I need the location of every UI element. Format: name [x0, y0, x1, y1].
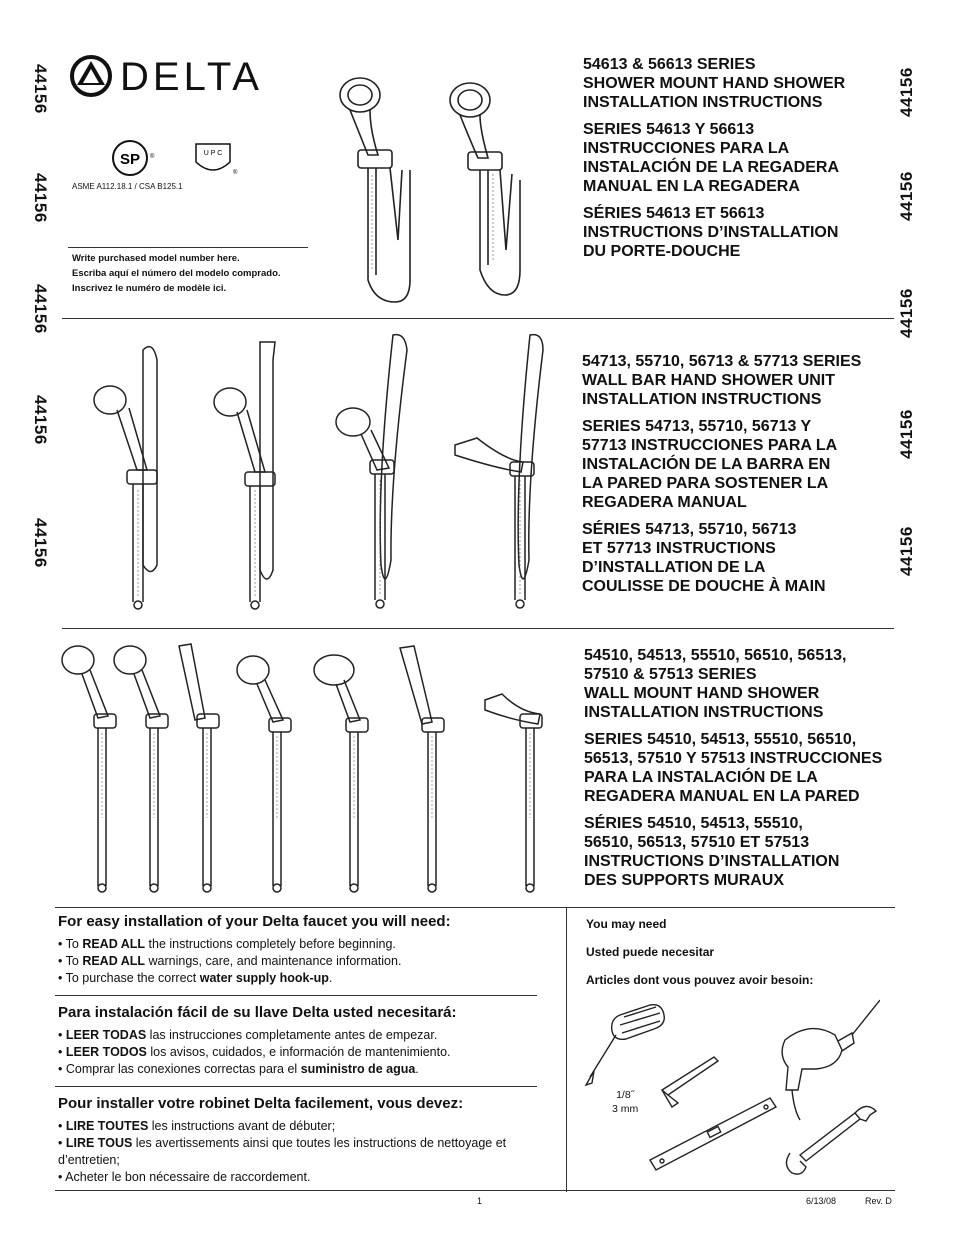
requirements-es-title: Para instalación fácil de su llave Delta usted necesitará: [58, 1004, 457, 1021]
requirements-fr-item: • Acheter le bon nécessaire de raccordement. [58, 1169, 528, 1186]
hex-key-size-inch: 1/8˝ [616, 1089, 635, 1101]
requirements-fr-item: • LIRE TOUTES les instructions avant de débuter; [58, 1118, 528, 1135]
svg-text:SP: SP [119, 151, 141, 168]
tools-needed-labels [586, 917, 813, 1001]
section-3-text [584, 646, 882, 898]
section-divider-2 [62, 628, 894, 629]
wall-bar-hand-shower-illustration [85, 330, 565, 615]
side-code-left-2: 44156 [31, 173, 50, 223]
requirements-fr-item: • LIRE TOUS les avertissements ainsi que toutes les instructions de nettoyage et d’entretien; [58, 1135, 528, 1169]
hex-key-size-label [612, 1088, 638, 1116]
side-code-right-3: 44156 [897, 288, 916, 338]
model-number-note [72, 251, 281, 296]
section-1-title-en: 54613 & 56613 SERIES SHOWER MOUNT HAND SHOWER INSTALLATION INSTRUCTIONS [583, 56, 846, 111]
shower-mount-hand-shower-illustration [320, 70, 560, 310]
svg-text:®: ® [233, 170, 238, 176]
section-2-text [582, 352, 861, 604]
page-number: 1 [477, 1196, 483, 1206]
upc-certification-icon [193, 140, 238, 180]
requirements-en-item: • To READ ALL the instructions completely before beginning. [58, 936, 538, 953]
requirements-es-item: • Comprar las conexiones correctas para el suministro de agua. [58, 1061, 538, 1078]
delta-logo-icon [68, 55, 114, 97]
tools-needed-es: Usted puede necesitar [586, 945, 715, 959]
csa-certification-icon [110, 138, 155, 178]
section-1-text [583, 55, 845, 269]
document-revision: Rev. D [865, 1196, 892, 1206]
section-3-title-en: 54510, 54513, 55510, 56510, 56513, 57510 & 57513 SERIES WALL MOUNT HAND SHOWER INSTALLATION INSTRUCTIONS [584, 647, 847, 721]
model-note-es: Escriba aquí el número del modelo comprado. [72, 268, 281, 279]
side-code-left-5: 44156 [31, 518, 50, 568]
requirements-en-item: • To READ ALL warnings, care, and maintenance information. [58, 953, 538, 970]
tools-needed-fr: Articles dont vous pouvez avoir besoin: [586, 973, 814, 987]
svg-text:U P C: U P C [203, 150, 223, 157]
side-code-left-1: 44156 [31, 64, 50, 114]
section-2-title-es: SERIES 54713, 55710, 56713 Y 57713 INSTRUCCIONES PARA LA INSTALACIÓN DE LA BARRA EN LA PARED PARA SOSTENER LA REGADERA MANUAL [582, 418, 838, 511]
side-code-right-1: 44156 [897, 67, 916, 117]
document-date: 6/13/08 [806, 1196, 837, 1206]
section-2-title-fr: SÉRIES 54713, 55710, 56713 ET 57713 INSTRUCTIONS D’INSTALLATION DE LA COULISSE DE DOUCHE À MAIN [582, 521, 826, 595]
wrench-icon [786, 1106, 876, 1174]
section-1-title-fr: SÉRIES 54613 ET 56613 INSTRUCTIONS D’INSTALLATION DU PORTE-DOUCHE [583, 205, 839, 260]
requirements-divider-2 [55, 1086, 537, 1087]
section-3-title-es: SERIES 54510, 54513, 55510, 56510, 56513, 57510 Y 57513 INSTRUCCIONES PARA LA INSTALACIÓN DE LA REGADERA MANUAL EN LA PARED [584, 731, 883, 805]
model-number-line [68, 247, 308, 248]
section-2-title-en: 54713, 55710, 56713 & 57713 SERIES WALL BAR HAND SHOWER UNIT INSTALLATION INSTRUCTIONS [582, 353, 862, 408]
side-code-left-3: 44156 [31, 284, 50, 334]
section-divider-3 [55, 907, 895, 908]
side-code-left-4: 44156 [31, 395, 50, 445]
section-1-title-es: SERIES 54613 Y 56613 INSTRUCCIONES PARA LA INSTALACIÓN DE LA REGADERA MANUAL EN LA REGADERA [583, 121, 839, 195]
requirements-divider-1 [55, 995, 537, 996]
screwdriver-icon [586, 1005, 664, 1085]
side-code-right-2: 44156 [897, 171, 916, 221]
svg-text:®: ® [150, 154, 155, 160]
standards-text: ASME A112.18.1 / CSA B125.1 [72, 182, 183, 191]
level-icon [650, 1098, 776, 1170]
delta-logo [68, 53, 278, 98]
drill-icon [782, 1000, 880, 1120]
wall-mount-hand-shower-illustration [60, 638, 570, 898]
column-divider [566, 907, 567, 1192]
model-note-en: Write purchased model number here. [72, 253, 240, 264]
requirements-en-item: • To purchase the correct water supply hook-up. [58, 970, 538, 987]
tools-needed-en: You may need [586, 917, 667, 931]
requirements-en-title: For easy installation of your Delta faucet you will need: [58, 913, 451, 930]
requirements-fr [58, 1095, 528, 1186]
model-note-fr: Inscrivez le numéro de modèle ici. [72, 283, 227, 294]
section-divider-1 [62, 318, 894, 319]
side-code-right-5: 44156 [897, 526, 916, 576]
footer-rule [55, 1190, 895, 1191]
section-3-title-fr: SÉRIES 54510, 54513, 55510, 56510, 56513, 57510 ET 57513 INSTRUCTIONS D’INSTALLATION DES SUPPORTS MURAUX [584, 815, 840, 889]
hex-key-icon [662, 1057, 718, 1107]
requirements-es-item: • LEER TODAS las instrucciones completamente antes de empezar. [58, 1027, 538, 1044]
hex-key-size-mm: 3 mm [612, 1103, 639, 1115]
side-code-right-4: 44156 [897, 409, 916, 459]
brand-wordmark: DELTA [120, 55, 263, 99]
requirements-fr-title: Pour installer votre robinet Delta facilement, vous devez: [58, 1095, 464, 1112]
requirements-en [58, 913, 538, 987]
requirements-es-item: • LEER TODOS los avisos, cuidados, e información de mantenimiento. [58, 1044, 538, 1061]
requirements-es [58, 1004, 538, 1078]
